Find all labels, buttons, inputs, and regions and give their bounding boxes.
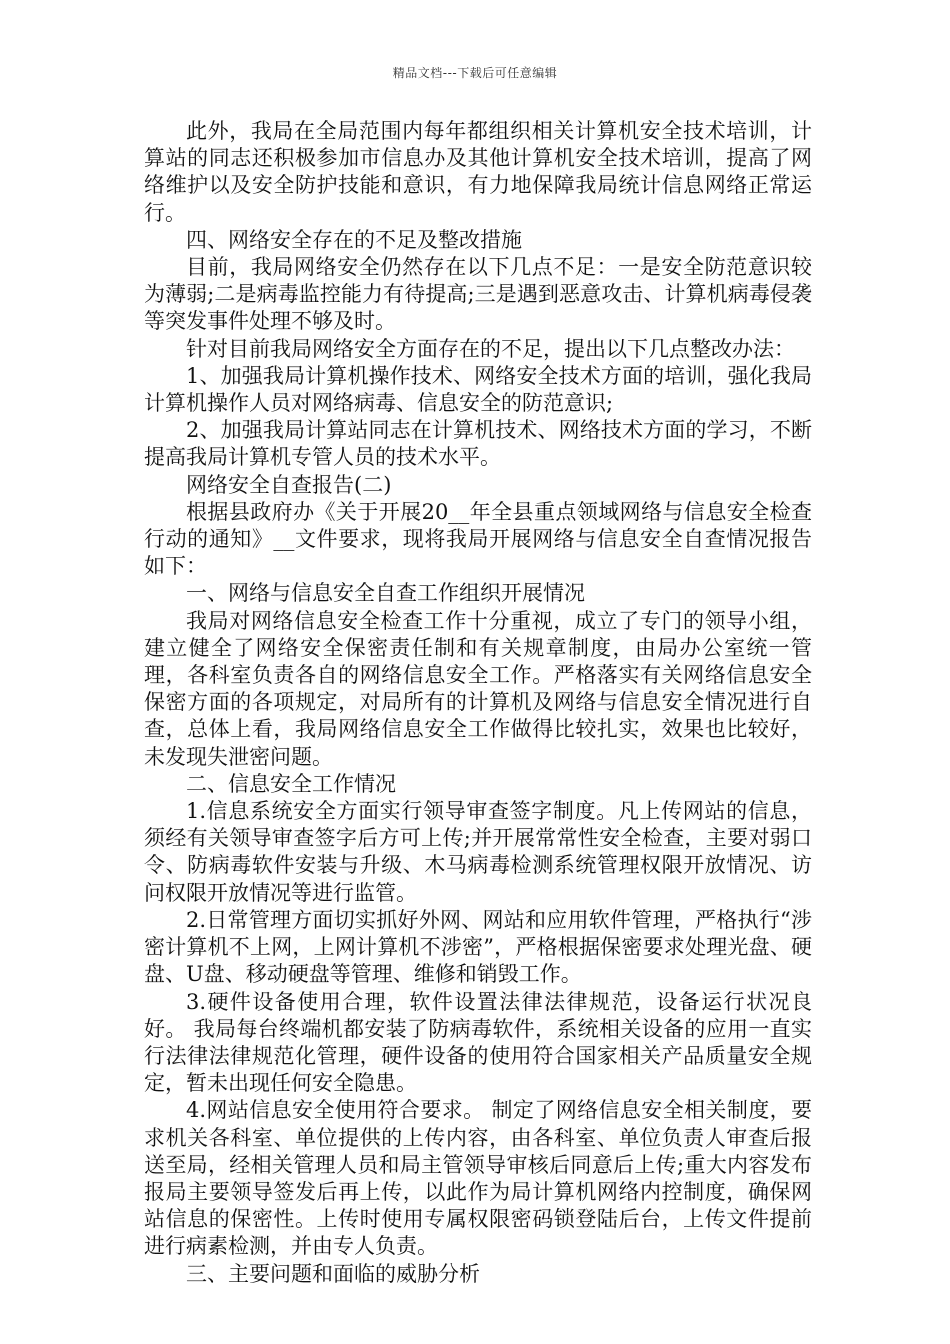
paragraph-training: 此外，我局在全局范围内每年都组织相关计算机安全技术培训，计算站的同志还积极参加市信息办及其他计算机安全技术培训，提高了网络维护以及安全防护技能和意识，有力地保障我局统计信息网络正常运行。 <box>144 119 812 225</box>
paragraph-report-intro: 根据县政府办《关于开展20__年全县重点领域网络与信息安全检查行动的通知》__文件要求，现将我局开展网络与信息安全自查情况报告如下： <box>144 499 812 579</box>
section-heading-1: 一、网络与信息安全自查工作组织开展情况 <box>186 581 585 606</box>
report-title-2: 网络安全自查报告(二) <box>186 472 392 497</box>
paragraph-item-3: 3.硬件设备使用合理，软件设置法律法律规范，设备运行状况良好。 我局每台终端机都安装了防病毒软件，系统相关设备的应用一直实行法律法律规范化管理，硬件设备的使用符合国家相关产品质量安全规定，暂未出现任何安全隐患。 <box>144 989 812 1096</box>
paragraph-measure-1: 1、加强我局计算机操作技术、网络安全技术方面的培训，强化我局计算机操作人员对网络病毒、信息安全的防范意识; <box>144 363 812 416</box>
section-heading-3: 三、主要问题和面临的威胁分析 <box>186 1261 480 1286</box>
paragraph-organization: 我局对网络信息安全检查工作十分重视，成立了专门的领导小组，建立健全了网络安全保密责任制和有关规章制度，由局办公室统一管理，各科室负责各自的网络信息安全工作。严格落实有关网络信息安全保密方面的各项规定，对局所有的计算机及网络与信息安全情况进行自查，总体上看，我局网络信息安全工作做得比较扎实，效果也比较好，未发现失泄密问题。 <box>144 608 812 769</box>
paragraph-item-1: 1.信息系统安全方面实行领导审查签字制度。凡上传网站的信息，须经有关领导审查签字后方可上传;并开展常常性安全检查，主要对弱口令、防病毒软件安装与升级、木马病毒检测系统管理权限开放情况、访问权限开放情况等进行监管。 <box>144 799 812 905</box>
paragraph-shortcomings: 目前，我局网络安全仍然存在以下几点不足：一是安全防范意识较为薄弱;二是病毒监控能力有待提高;三是遇到恶意攻击、计算机病毒侵袭等突发事件处理不够及时。 <box>144 255 812 334</box>
section-heading-2: 二、信息安全工作情况 <box>186 771 396 796</box>
page-header: 精品文档---下载后可任意编辑 <box>392 66 558 80</box>
paragraph-measures-intro: 针对目前我局网络安全方面存在的不足，提出以下几点整改办法： <box>186 336 795 361</box>
paragraph-item-4: 4.网站信息安全使用符合要求。 制定了网络信息安全相关制度，要求机关各科室、单位提供的上传内容，由各科室、单位负责人审查后报送至局，经相关管理人员和局主管领导审核后同意后上传;重大内容发布报局主要领导签发后再上传，以此作为局计算机网络内控制度，确保网站信息的保密性。上传时使用专属权限密码锁登陆后台，上传文件提前进行病素检测，并由专人负责。 <box>144 1098 812 1259</box>
paragraph-item-2: 2.日常管理方面切实抓好外网、网站和应用软件管理，严格执行“涉密计算机不上网，上网计算机不涉密”，严格根据保密要求处理光盘、硬盘、U盘、移动硬盘等管理、维修和销毁工作。 <box>144 907 812 987</box>
section-heading-4: 四、网络安全存在的不足及整改措施 <box>186 227 522 252</box>
paragraph-measure-2: 2、加强我局计算站同志在计算机技术、网络技术方面的学习，不断提高我局计算机专管人员的技术水平。 <box>144 418 812 470</box>
document-body <box>144 118 812 1288</box>
